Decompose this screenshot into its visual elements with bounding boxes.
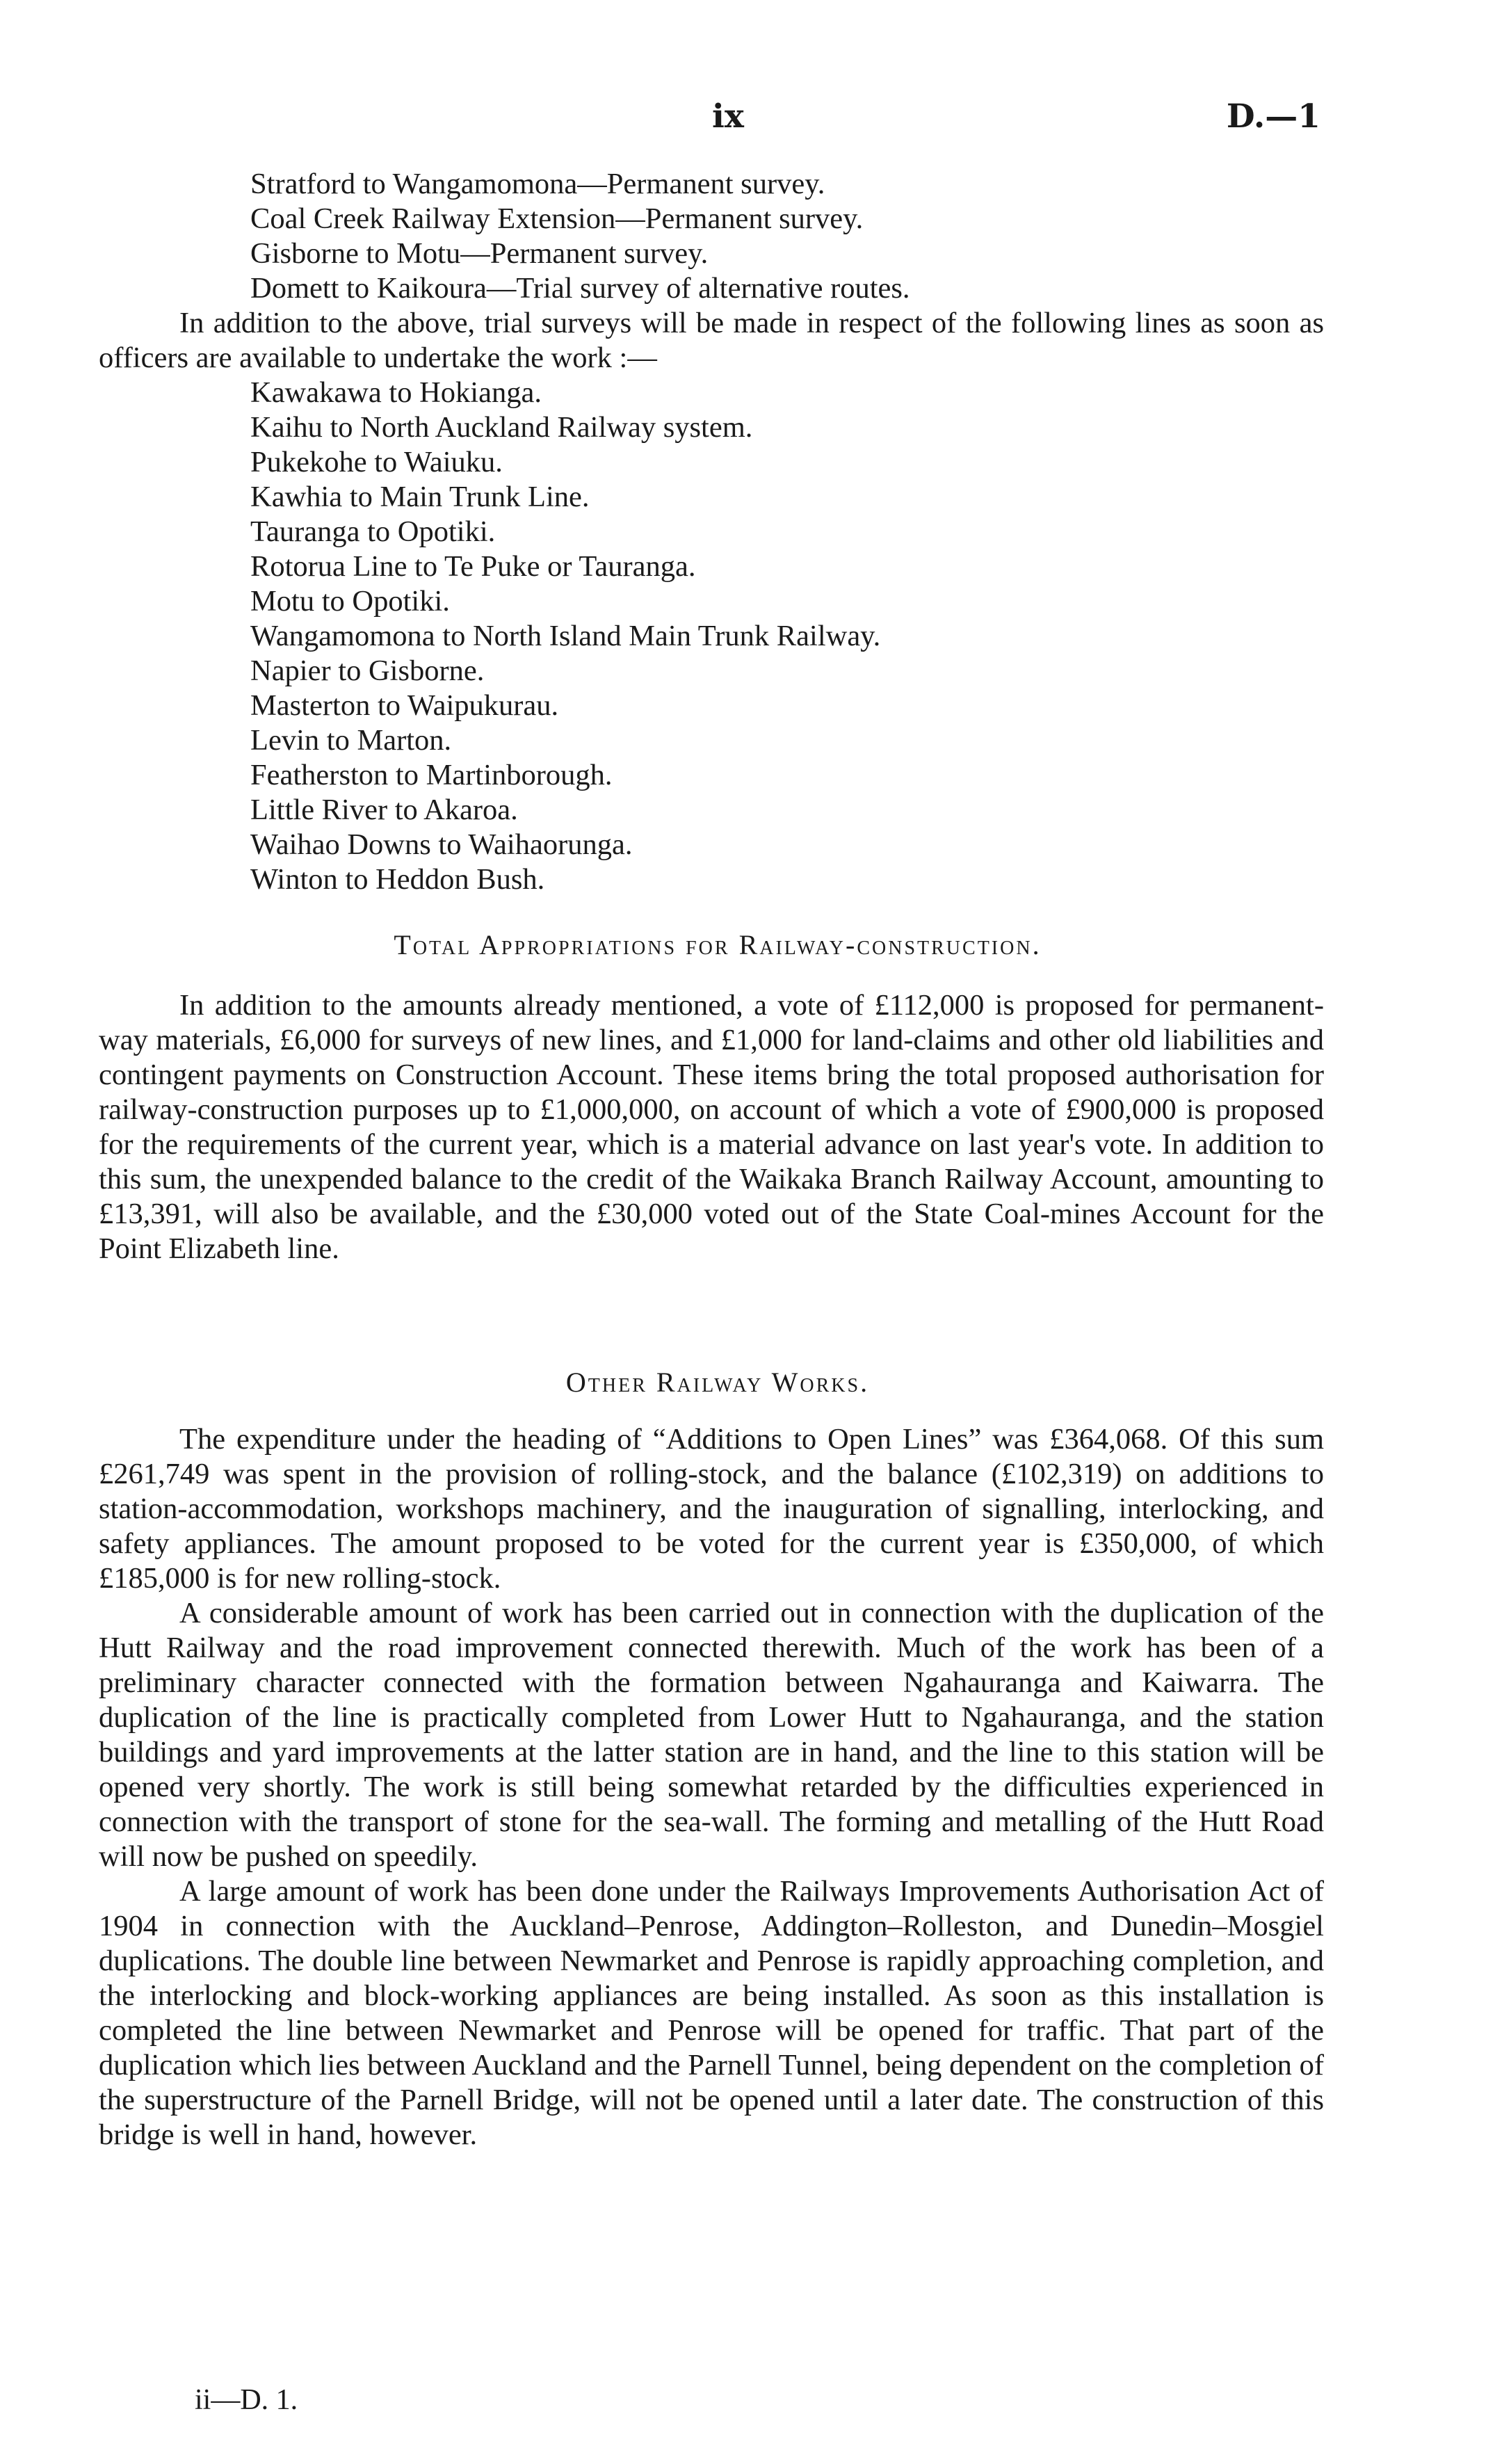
list-item: Coal Creek Railway Extension—Permanent survey. [250,202,864,235]
list-item: Stratford to Wangamomona—Permanent survey. [250,168,825,200]
signature-mark: ii—D. 1. [195,2384,298,2416]
list-item: Motu to Opotiki. [250,585,450,618]
section-heading: Other Railway Works. [565,1367,870,1398]
list-item: Levin to Marton. [250,724,452,757]
trial-surveys-intro: In addition to the above, trial surveys will be made in respect of the following lines as soon as officers are available to undertake the work :— [99,307,1324,374]
paragraph: A large amount of work has been done under the Railways Improvements Authorisation Act of 1904 in connection with the Auckland–Penrose, Addington–Rolleston, and Dunedin–Mosgiel duplications. The double line between Newmarket and Penrose is rapidly approaching completion, and the interlocking and block-working appliances are being installed. As soon as this installation is completed the line between Newmarket and Penrose will be opened for traffic. That part of the duplication which lies between Auckland and the Parnell Tunnel, being dependent on the completion of the superstructure of the Parnell Bridge, will not be opened until a later date. The construction of this bridge is well in hand, however. [99,1875,1324,2151]
list-item: Napier to Gisborne. [250,654,485,687]
list-item: Waihao Downs to Waihaorunga. [250,828,633,861]
paragraph: In addition to the amounts already mentioned, a vote of £112,000 is proposed for permanent-way materials, £6,000 for surveys of new lines, and £1,000 for land-claims and other old liabilities and contingent payments on Construction Account. These items bring the total proposed authorisation for railway-construction purposes up to £1,000,000, on account of which a vote of £900,000 is proposed for the requirements of the current year, which is a material advance on last year's vote. In addition to this sum, the unexpended balance to the credit of the Waikaka Branch Railway Account, amounting to £13,391, will also be available, and the £30,000 voted out of the State Coal-mines Account for the Point Elizabeth line. [99,989,1324,1265]
list-item: Featherston to Martinborough. [250,759,613,791]
list-item: Kawhia to Main Trunk Line. [250,481,590,513]
paragraph: The expenditure under the heading of “Additions to Open Lines” was £364,068. Of this sum £261,749 was spent in the provision of rolling-stock, and the balance (£102,319) on additions to station-accommodation, workshops machinery, and the inauguration of signalling, interlocking, and safety appliances. The amount proposed to be voted for the current year is £350,000, of which £185,000 is for new rolling-stock. [99,1423,1324,1595]
section-heading: Total Appropriations for Railway-construction. [394,929,1042,960]
section-heading-other-works [99,1365,1336,1400]
list-item: Kawakawa to Hokianga. [250,376,542,409]
appropriations-section [99,988,1324,1266]
document-reference: D.—1 [1226,97,1320,136]
list-item: Kaihu to North Auckland Railway system. [250,411,753,444]
list-item: Tauranga to Opotiki. [250,515,496,548]
list-item: Gisborne to Motu—Permanent survey. [250,237,709,270]
paragraph: A considerable amount of work has been carried out in connection with the duplication of the Hutt Railway and the road improvement connected therewith. Much of the work has been of a preliminary character connected with the formation between Ngahauranga and Kaiwarra. The duplication of the line is practically completed from Lower Hutt to Ngahauranga, and the station buildings and yard improvements at the latter station are in hand, and the line to this station will be opened very shortly. The work is still being somewhat retarded by the difficulties experienced in connection with the transport of stone for the sea-wall. The forming and metalling of the Hutt Road will now be pushed on speedily. [99,1597,1324,1873]
other-works-section [99,1422,1324,2152]
list-item: Wangamomona to North Island Main Trunk Railway. [250,620,881,652]
page-number: ix [712,97,744,136]
section-heading-appropriations [99,928,1336,963]
list-item: Domett to Kaikoura—Trial survey of alternative routes. [250,272,910,305]
list-item: Little River to Akaroa. [250,794,518,826]
survey-lists [99,167,1324,897]
list-item: Rotorua Line to Te Puke or Tauranga. [250,550,696,583]
list-item: Winton to Heddon Bush. [250,863,545,896]
list-item: Pukekohe to Waiuku. [250,446,503,478]
list-item: Masterton to Waipukurau. [250,689,559,722]
